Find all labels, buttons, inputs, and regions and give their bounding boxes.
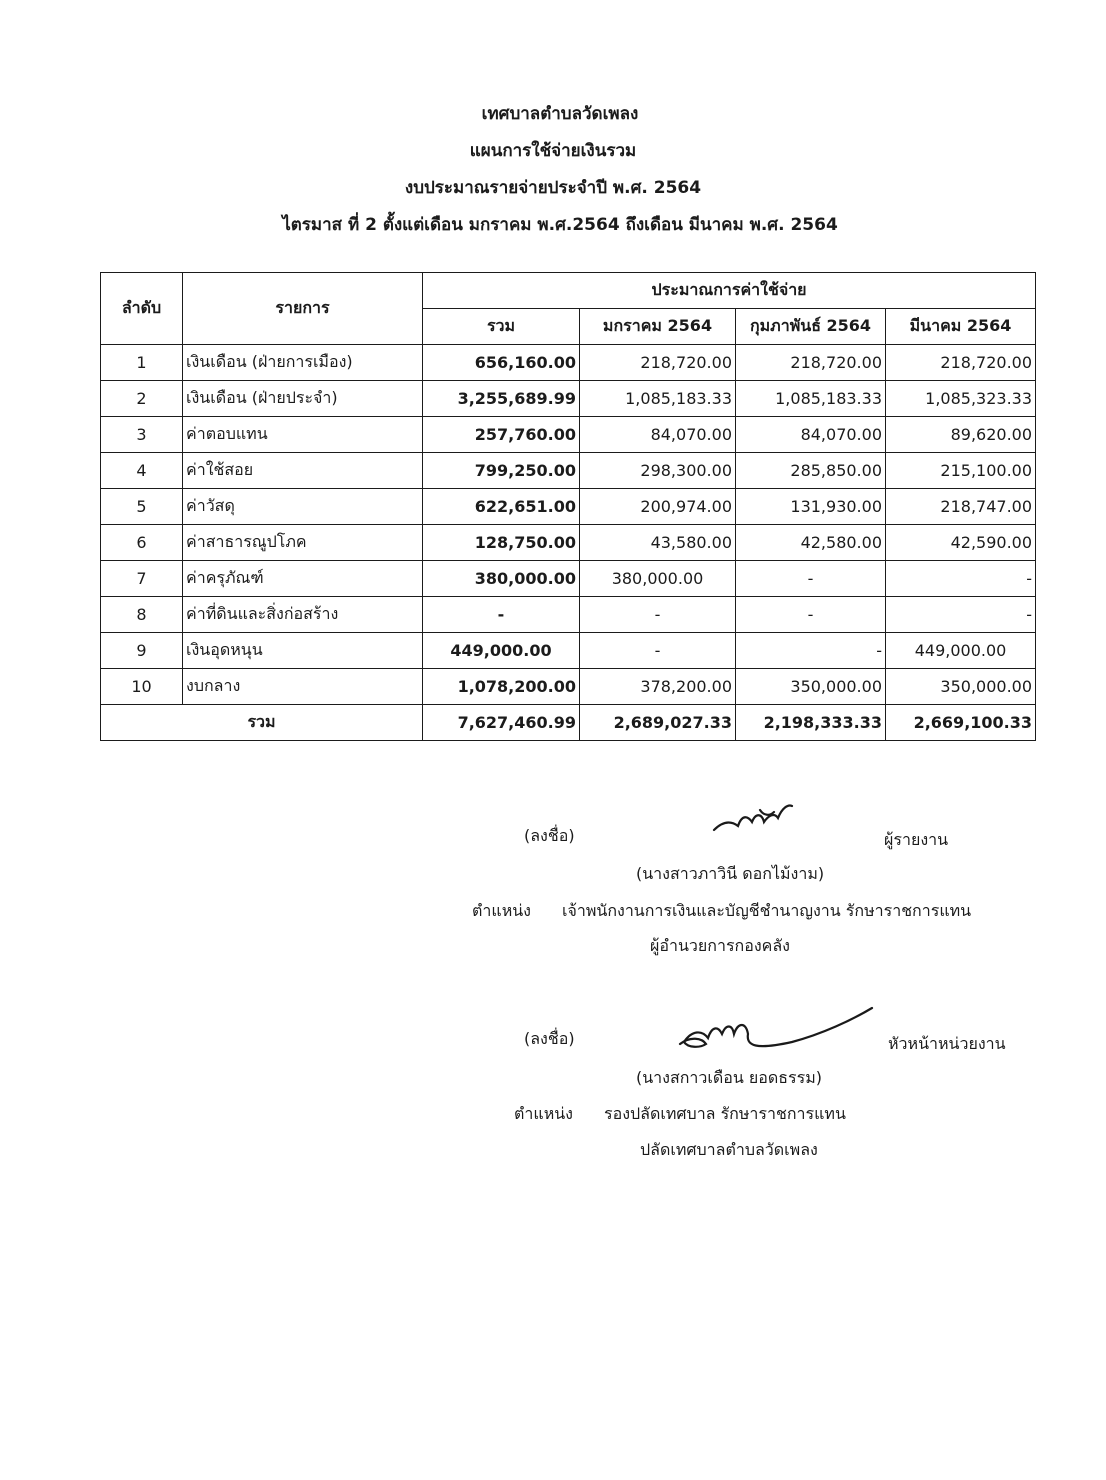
- row-february: 285,850.00: [736, 453, 886, 489]
- row-no: 6: [101, 525, 183, 561]
- table-row: [101, 345, 1036, 381]
- row-no: 2: [101, 381, 183, 417]
- row-february: -: [736, 561, 886, 597]
- row-no: 10: [101, 669, 183, 705]
- row-total: 656,160.00: [423, 345, 580, 381]
- row-no: 9: [101, 633, 183, 669]
- org-name: เทศบาลตำบลวัดเพลง: [481, 104, 639, 124]
- row-february: -: [736, 597, 886, 633]
- row-january: -: [580, 633, 736, 669]
- row-february: 218,720.00: [736, 345, 886, 381]
- signature2-handwriting: [672, 1000, 882, 1060]
- row-january: 1,085,183.33: [580, 381, 736, 417]
- header-no: ลำดับ: [101, 273, 183, 345]
- table-row: [101, 417, 1036, 453]
- table-row: [101, 381, 1036, 417]
- row-item: ค่าครุภัณฑ์: [183, 561, 423, 597]
- sum-february: 2,198,333.33: [736, 705, 886, 741]
- header-february: กุมภาพันธ์ 2564: [736, 309, 886, 345]
- signature2-position-label: ตำแหน่ง: [514, 1104, 573, 1123]
- row-january: 200,974.00: [580, 489, 736, 525]
- row-march: 449,000.00: [886, 633, 1036, 669]
- row-total: 128,750.00: [423, 525, 580, 561]
- signature1-handwriting: [708, 800, 798, 842]
- row-february: 42,580.00: [736, 525, 886, 561]
- row-february: 350,000.00: [736, 669, 886, 705]
- row-february: -: [736, 633, 886, 669]
- row-item: ค่าสาธารณูปโภค: [183, 525, 423, 561]
- table-row: [101, 453, 1036, 489]
- row-no: 8: [101, 597, 183, 633]
- row-march: 350,000.00: [886, 669, 1036, 705]
- row-total: 1,078,200.00: [423, 669, 580, 705]
- signature2-position: รองปลัดเทศบาล รักษาราชการแทน: [604, 1104, 846, 1123]
- row-item: ค่าตอบแทน: [183, 417, 423, 453]
- row-january: 380,000.00: [580, 561, 736, 597]
- row-january: 84,070.00: [580, 417, 736, 453]
- row-march: 215,100.00: [886, 453, 1036, 489]
- row-february: 1,085,183.33: [736, 381, 886, 417]
- sum-january: 2,689,027.33: [580, 705, 736, 741]
- row-item: ค่าวัสดุ: [183, 489, 423, 525]
- plan-title: แผนการใช้จ่ายเงินรวม: [469, 141, 637, 161]
- signature1-position-label: ตำแหน่ง: [472, 901, 531, 920]
- row-total: 257,760.00: [423, 417, 580, 453]
- table-row: [101, 489, 1036, 525]
- document-header: [0, 96, 1106, 244]
- table-row: [101, 669, 1036, 705]
- row-january: 298,300.00: [580, 453, 736, 489]
- table-sum-row: [101, 705, 1036, 741]
- signature2-position2: ปลัดเทศบาลตำบลวัดเพลง: [640, 1140, 818, 1159]
- quarter-period: ไตรมาส ที่ 2 ตั้งแต่เดือน มกราคม พ.ศ.2564 ถึงเดือน มีนาคม พ.ศ. 2564: [282, 215, 838, 235]
- signature2-name: (นางสกาวเดือน ยอดธรรม): [636, 1068, 823, 1087]
- row-march: 1,085,323.33: [886, 381, 1036, 417]
- signature1-name: (นางสาวภาวินี ดอกไม้งาม): [636, 864, 825, 883]
- table-row: [101, 561, 1036, 597]
- row-total: 3,255,689.99: [423, 381, 580, 417]
- sum-total: 7,627,460.99: [423, 705, 580, 741]
- row-january: 378,200.00: [580, 669, 736, 705]
- signature1-position2: ผู้อำนวยการกองคลัง: [650, 936, 790, 955]
- row-item: เงินเดือน (ฝ่ายการเมือง): [183, 345, 423, 381]
- row-march: -: [886, 561, 1036, 597]
- row-total: 380,000.00: [423, 561, 580, 597]
- row-february: 84,070.00: [736, 417, 886, 453]
- sum-label: รวม: [101, 705, 423, 741]
- row-february: 131,930.00: [736, 489, 886, 525]
- row-total: 799,250.00: [423, 453, 580, 489]
- row-no: 5: [101, 489, 183, 525]
- table-row: [101, 597, 1036, 633]
- header-item: รายการ: [183, 273, 423, 345]
- budget-year: งบประมาณรายจ่ายประจำปี พ.ศ. 2564: [404, 178, 702, 198]
- signature1-role: ผู้รายงาน: [884, 830, 949, 849]
- row-total: -: [423, 597, 580, 633]
- header-total: รวม: [423, 309, 580, 345]
- row-no: 7: [101, 561, 183, 597]
- sum-march: 2,669,100.33: [886, 705, 1036, 741]
- row-no: 4: [101, 453, 183, 489]
- row-total: 449,000.00: [423, 633, 580, 669]
- header-march: มีนาคม 2564: [886, 309, 1036, 345]
- row-item: งบกลาง: [183, 669, 423, 705]
- signature2-sign-label: (ลงชื่อ): [524, 1029, 575, 1048]
- row-total: 622,651.00: [423, 489, 580, 525]
- row-march: -: [886, 597, 1036, 633]
- header-estimate-group: ประมาณการค่าใช้จ่าย: [423, 273, 1036, 309]
- row-item: ค่าที่ดินและสิ่งก่อสร้าง: [183, 597, 423, 633]
- row-march: 42,590.00: [886, 525, 1036, 561]
- row-no: 1: [101, 345, 183, 381]
- signature2-role: หัวหน้าหน่วยงาน: [888, 1034, 1006, 1053]
- row-no: 3: [101, 417, 183, 453]
- row-item: เงินอุดหนุน: [183, 633, 423, 669]
- signature1-position: เจ้าพนักงานการเงินและบัญชีชำนาญงาน รักษาราชการแทน: [562, 901, 972, 920]
- row-item: ค่าใช้สอย: [183, 453, 423, 489]
- row-march: 218,747.00: [886, 489, 1036, 525]
- row-march: 218,720.00: [886, 345, 1036, 381]
- table-body: [101, 345, 1036, 741]
- table-row: [101, 633, 1036, 669]
- row-january: 43,580.00: [580, 525, 736, 561]
- budget-table: [100, 272, 1036, 741]
- table-row: [101, 525, 1036, 561]
- row-january: 218,720.00: [580, 345, 736, 381]
- row-march: 89,620.00: [886, 417, 1036, 453]
- header-january: มกราคม 2564: [580, 309, 736, 345]
- row-item: เงินเดือน (ฝ่ายประจำ): [183, 381, 423, 417]
- signature1-sign-label: (ลงชื่อ): [524, 826, 575, 845]
- row-january: -: [580, 597, 736, 633]
